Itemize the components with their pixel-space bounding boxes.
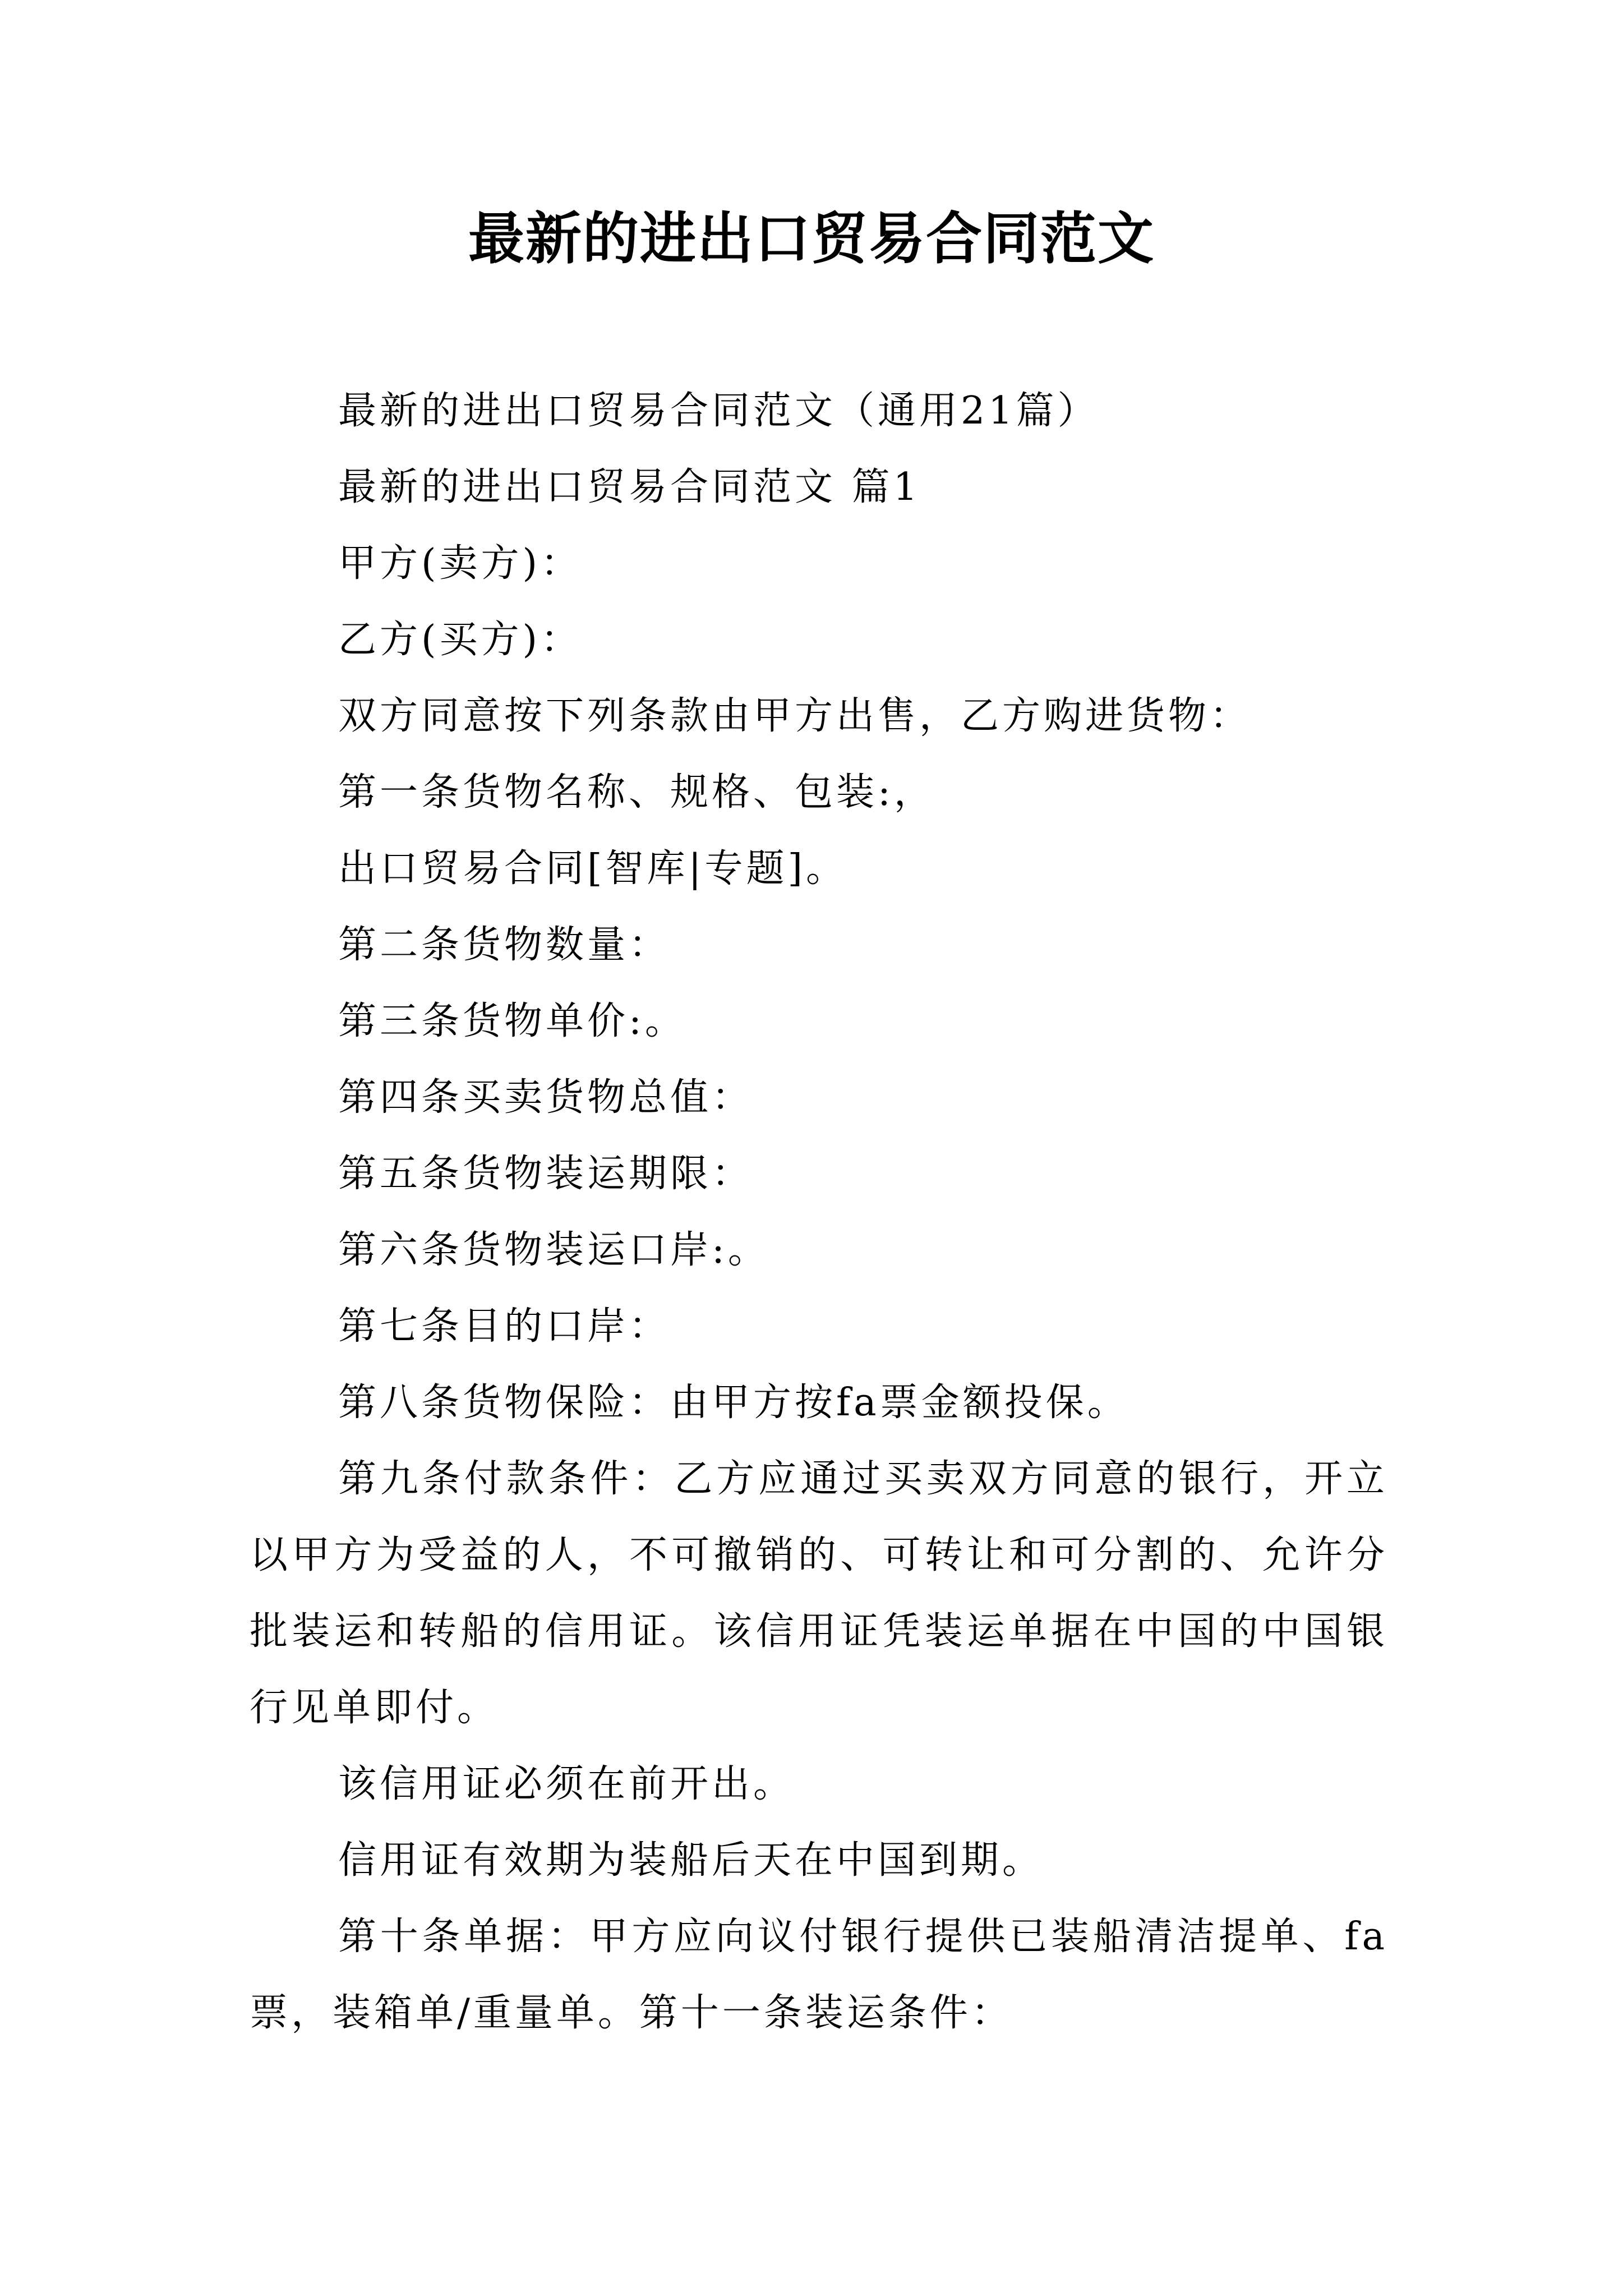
paragraph-agreement: 双方同意按下列条款由甲方出售，乙方购进货物： [338, 694, 1252, 738]
paragraph-article-9: 第九条付款条件：乙方应通过买卖双方同意的银行，开立以甲方为受益的人，不可撤销的、可转让和可分割的、允许分批装运和转船的信用证。该信用证凭装运单据在中国的中国银行见单即付。 [250, 1457, 1388, 1730]
paragraph-credit-issue: 该信用证必须在前开出。 [338, 1762, 795, 1806]
paragraph-section-heading: 最新的进出口贸易合同范文 篇1 [338, 465, 921, 509]
document-body [250, 373, 1388, 2051]
paragraph-article-4: 第四条买卖货物总值： [338, 1075, 754, 1120]
paragraph-reference: 出口贸易合同[智库|专题]。 [338, 846, 847, 891]
paragraph-article-1: 第一条货物名称、规格、包装:， [338, 770, 935, 815]
paragraph-party-a: 甲方(卖方)： [338, 541, 583, 586]
document-title: 最新的进出口贸易合同范文 [468, 205, 1155, 272]
paragraph-article-2: 第二条货物数量： [338, 923, 671, 967]
paragraph-article-6: 第六条货物装运口岸:。 [338, 1228, 769, 1272]
paragraph-article-5: 第五条货物装运期限： [338, 1152, 754, 1196]
paragraph-party-b: 乙方(买方)： [338, 618, 583, 662]
paragraph-article-10: 第十条单据：甲方应向议付银行提供已装船清洁提单、fa票，装箱单/重量单。第十一条装运条件： [250, 1915, 1388, 2035]
paragraph-article-8: 第八条货物保险：由甲方按fa票金额投保。 [338, 1381, 1129, 1425]
paragraph-credit-validity: 信用证有效期为装船后天在中国到期。 [338, 1838, 1044, 1883]
paragraph-subtitle: 最新的进出口贸易合同范文（通用21篇） [338, 389, 1099, 433]
paragraph-article-3: 第三条货物单价:。 [338, 999, 686, 1043]
paragraph-article-7: 第七条目的口岸： [338, 1304, 671, 1349]
